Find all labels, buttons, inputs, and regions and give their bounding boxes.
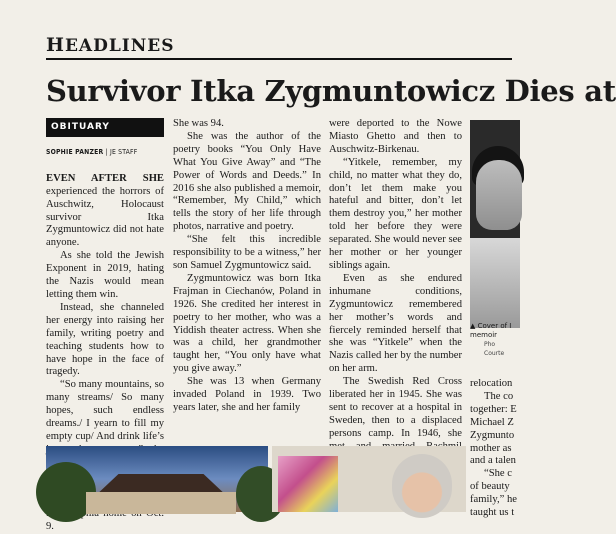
article-headline: Survivor Itka Zygmuntowicz Dies at — [46, 74, 616, 108]
paragraph: Instead, she channeled her energy into raising her family, writing poetry and teaching students how to have hope in the face of tragedy. — [46, 301, 164, 378]
paragraph: 9. — [46, 521, 54, 533]
paragraph: Zygmuntowicz was born Itka Frajman in Ciechanów, Poland in 1926. She credited her interest in poetry to her mother, who was a Yiddish theater actress. When she was a child, her grandmother taught her, “You only have what you give away.” — [173, 272, 321, 375]
paragraph: “She felt this incredible responsibility to be a witness,” her son Samuel Zygmuntowicz said. — [173, 234, 321, 271]
section-title: HEADLINES — [46, 34, 175, 56]
paragraph: “So many mountains, so many streams/ So many hopes, such endless dreams./ I yearn to fill my empty cup/ And drink life’s — [46, 379, 164, 442]
paragraph: She was 94. — [173, 118, 224, 129]
article-column-2 — [173, 118, 321, 415]
house-photo — [46, 446, 268, 512]
memoir-cover-photo — [470, 120, 520, 320]
portrait-photo — [272, 446, 466, 512]
paragraph: were deported to the Nowe Miasto Ghetto and then to Auschwitz-Birkenau. — [329, 118, 462, 155]
paragraph: Even as she endured inhumane conditions, Zygmuntowicz remembered her mother’s words and fiercely reminded herself that she was “Yitkele” when the Nazis called her by the number on her arm. — [329, 272, 462, 375]
byline: SOPHIE PANZER | JE STAFF — [46, 147, 138, 156]
photo-caption: ▲ Cover of I memoir Pho Courte — [470, 322, 512, 357]
article-column-3 — [329, 118, 462, 479]
paragraph: She was the author of the poetry books “You Only Have What You Give Away” and “The Power of Words and Deeds.” In 2016 she also published a memoir, “Remember, My Child,” which tells the story of her life through photos, narrative and poetry. — [173, 130, 321, 233]
paragraph: As she told the Jewish Exponent in 2019, hating the Nazis would mean letting them win. — [46, 250, 164, 300]
paragraph: “Yitkele, remember, my child, no matter what they do, don’t let them make you hateful and bitter, don’t let them destroy you,” her mother told her before they were separated. She would never see her mother or her younger siblings again. — [329, 156, 462, 271]
lead-paragraph: EVEN AFTER SHE experienced the horrors of Auschwitz, Holocaust survivor Itka Zygmuntowicz did not hate anyone. — [46, 172, 164, 249]
paragraph: The Swedish Red Cross liberated her in 1945. She was sent to recover at a hospital in Sweden, then to a displaced persons camp. In 1946, she — [329, 376, 462, 439]
paragraph: She was 13 when Germany invaded Poland in 1939. Two years later, she and her family — [173, 376, 321, 413]
article-column-4: relocation The co together: E Michael Z Zygmunto mother as and a talen “She c of beauty family,” he taught us t — [470, 378, 517, 519]
section-rule — [46, 58, 512, 60]
section-tag: OBITUARY — [46, 118, 164, 137]
